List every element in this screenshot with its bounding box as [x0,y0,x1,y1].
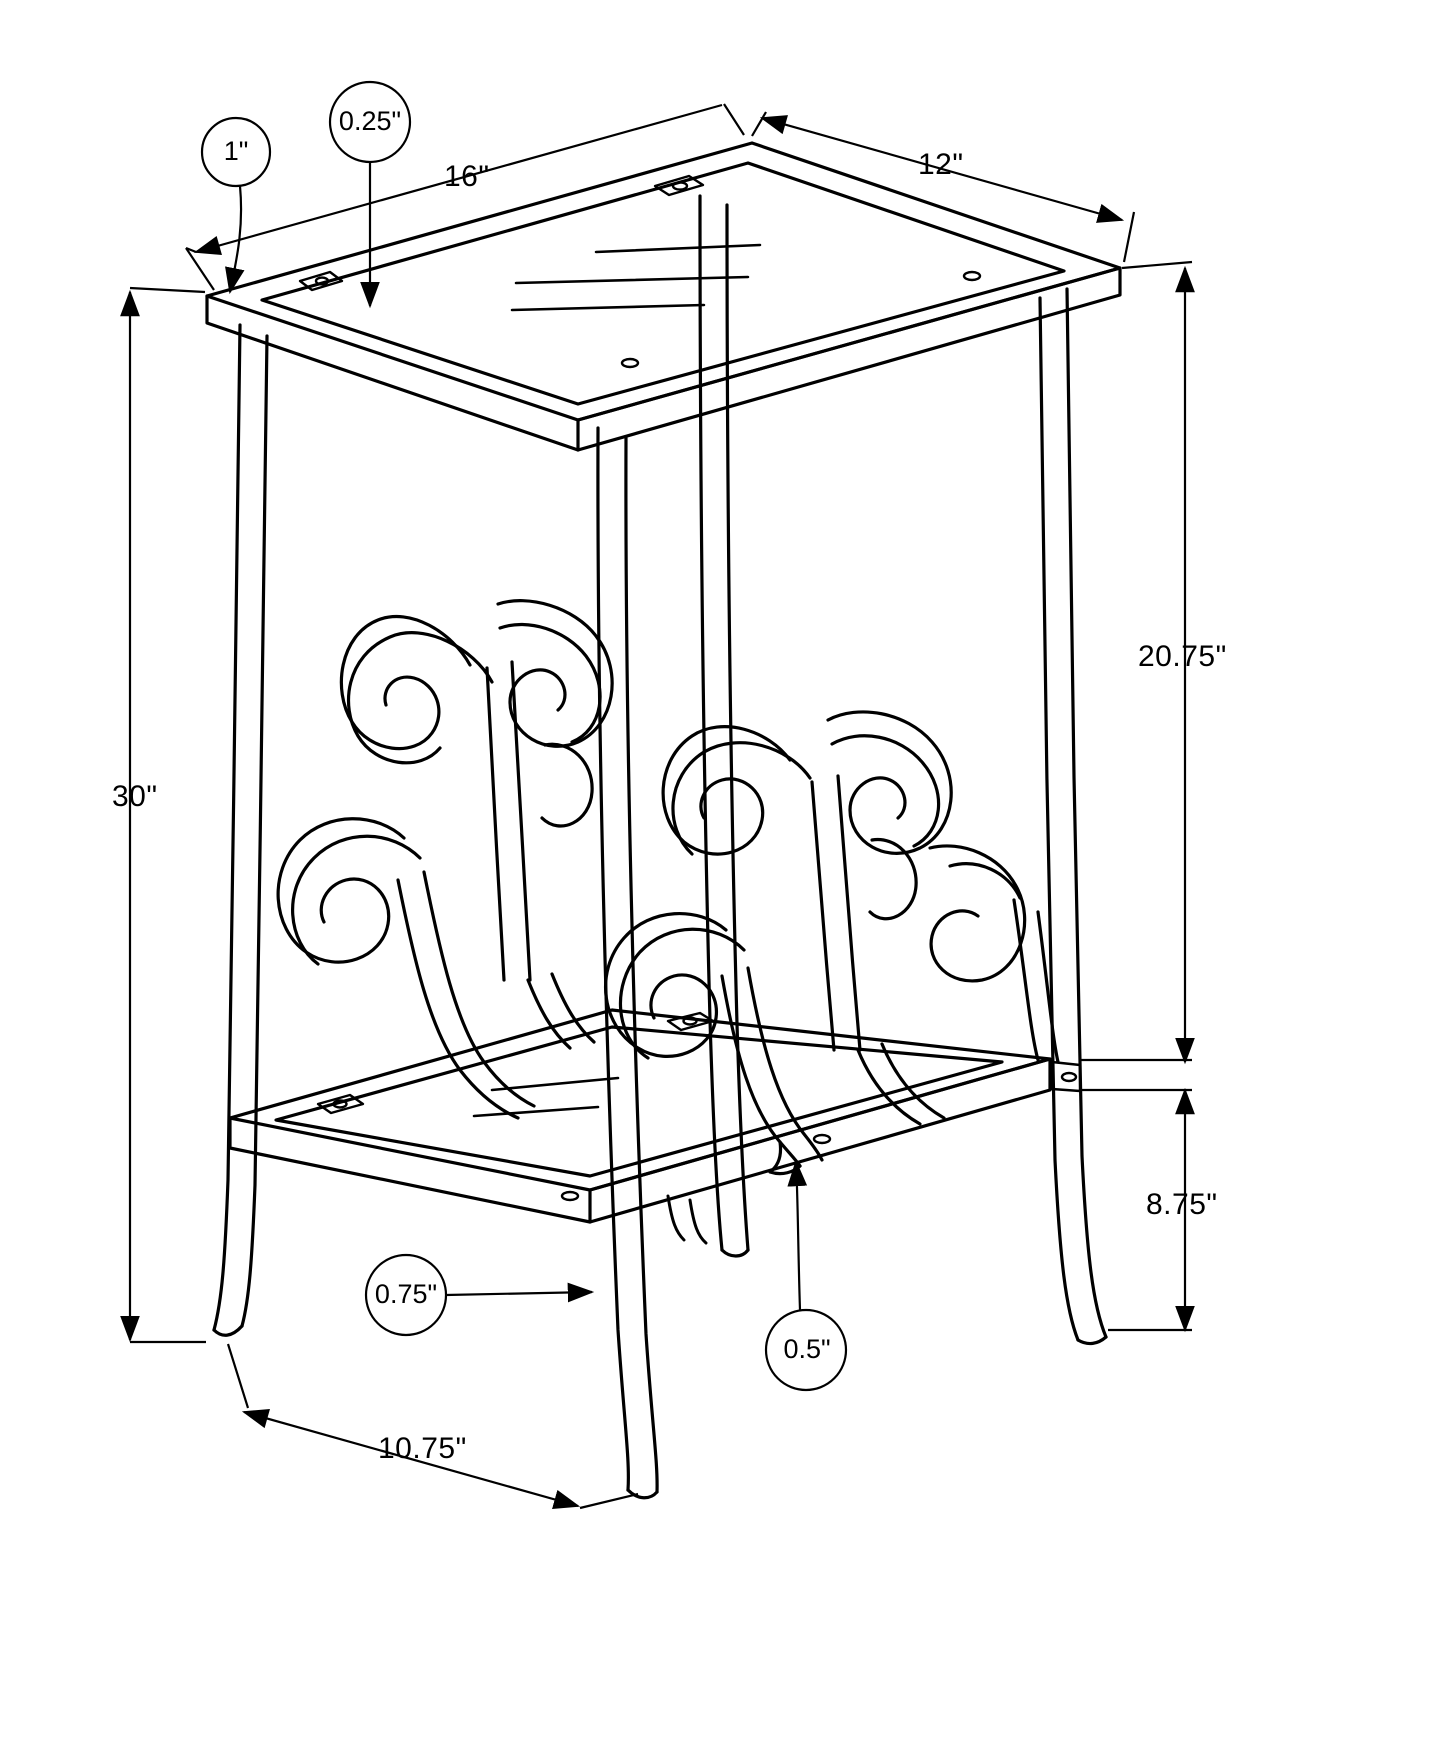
dimension-label-upper-height: 20.75" [1138,640,1227,673]
dimension-label-shelf-width: 10.75" [378,1432,467,1465]
dimension-label-depth-top: 12" [918,148,964,181]
scrollwork-right-panel [606,712,1058,1174]
dimension-label-lower-height: 8.75" [1146,1188,1218,1221]
top-frame [207,143,1120,450]
scrollwork-left-panel [278,601,612,1118]
dim-line-overall-height [130,288,206,1342]
dim-line-depth-top [752,112,1134,262]
table-legs [214,196,1106,1498]
dim-line-shelf-width [228,1344,638,1508]
lower-glass-reflection-lines [474,1078,618,1116]
callout-label-leg-thickness: 0.75" [374,1279,438,1309]
top-frame-hardware [300,176,980,367]
callout-label-glass-thickness: 0.25" [338,106,402,136]
lower-shelf-hardware [318,1013,1080,1200]
table-geometry [207,143,1120,1498]
dim-line-width-top [186,104,744,290]
dimension-annotations [130,82,1192,1508]
callout-label-scroll-thickness: 0.5" [783,1334,831,1364]
dimension-label-overall-height: 30" [112,780,158,813]
lower-shelf [230,1010,1080,1243]
dimension-label-width-top: 16" [444,160,490,193]
callout-label-frame-thickness: 1" [223,136,249,166]
glass-reflection-lines [512,245,760,310]
